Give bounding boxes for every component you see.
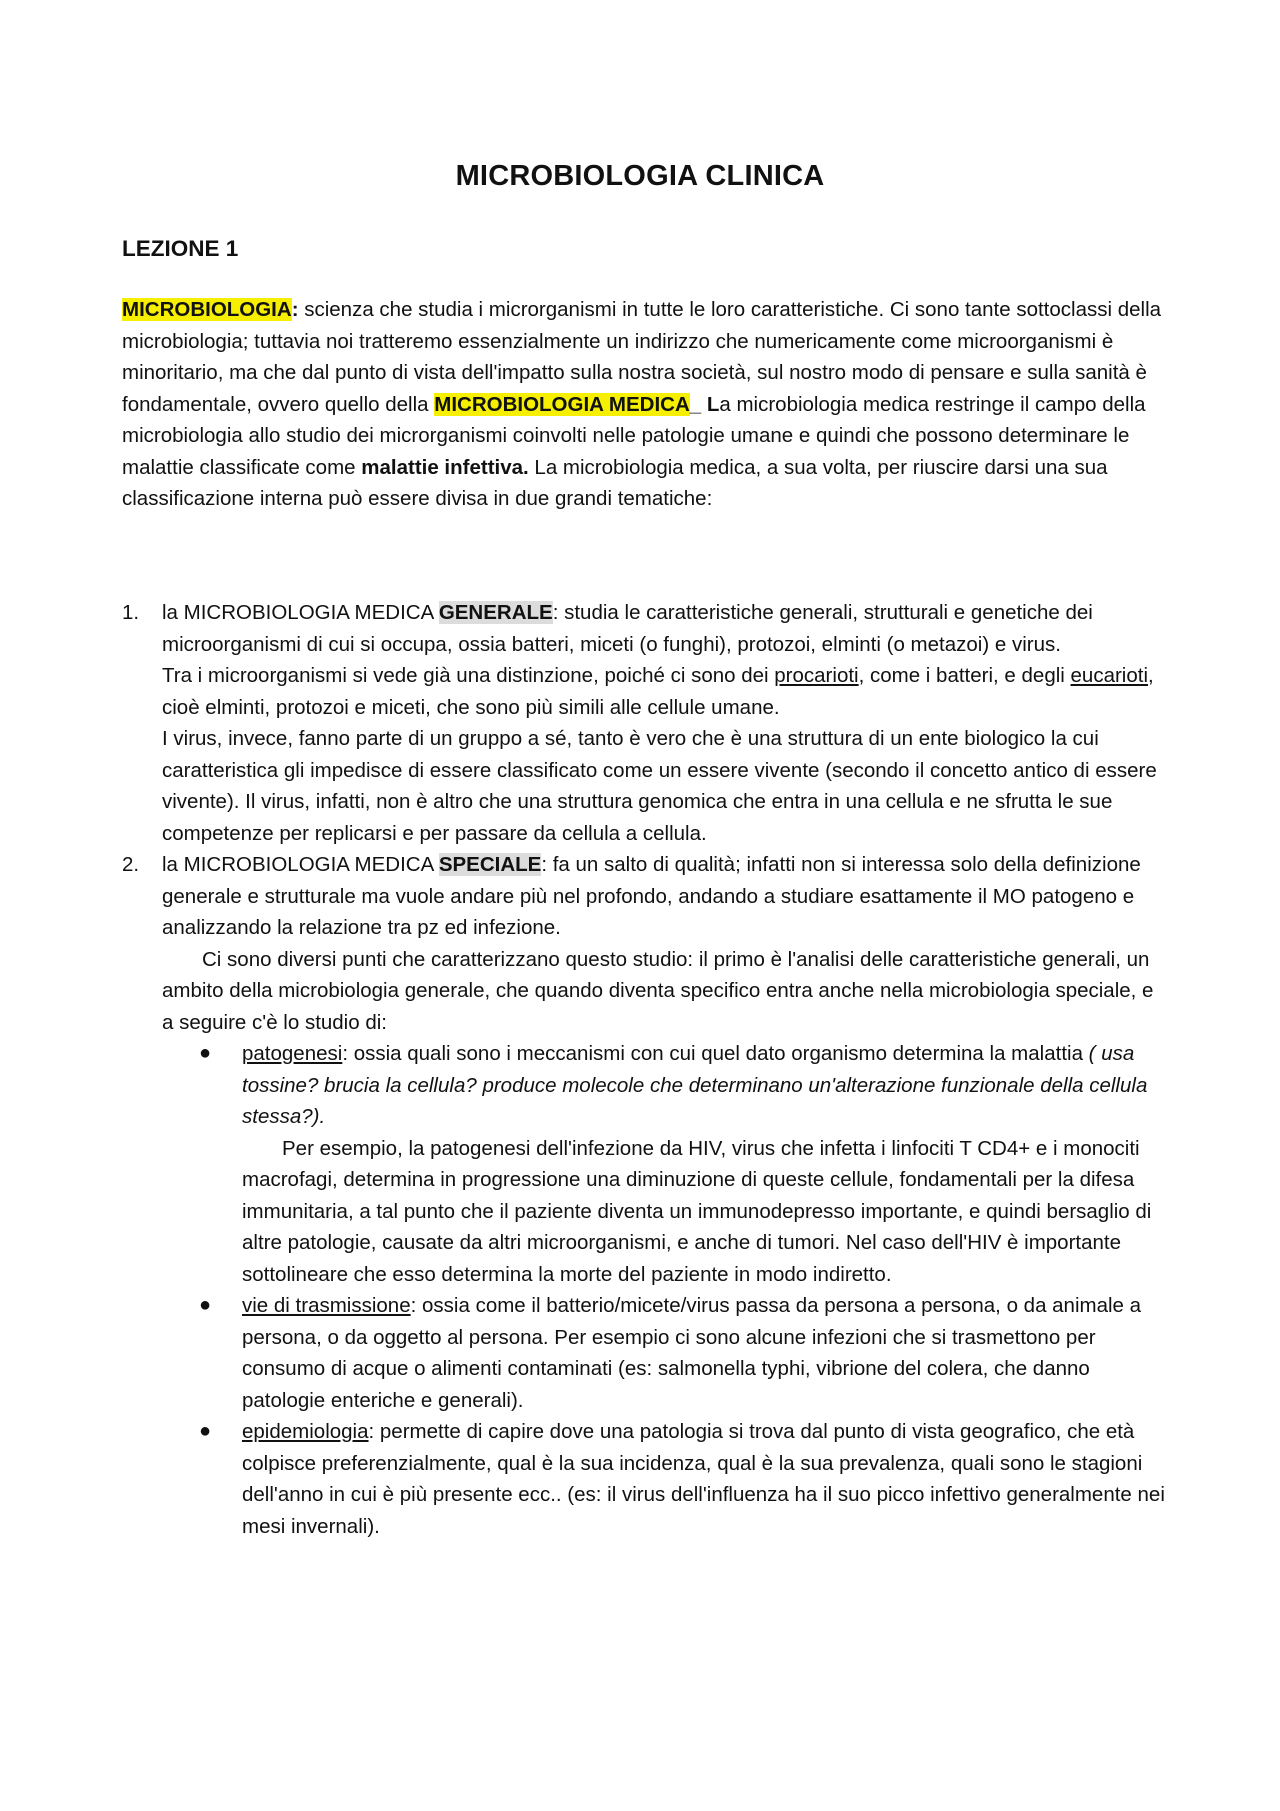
intro-text-3: La microbiologia medica, a sua volta, per riuscire darsi una sua classificazione interna può essere divisa in due grandi tematiche: <box>122 455 1108 510</box>
underlined-epidemiologia: epidemiologia <box>242 1420 369 1443</box>
text-span: : permette di capire dove una patologia si trova dal punto di vista geografico, che età colpisce preferenzialmente, qual è la sua incidenza, qual è la sua prevalenza, quali sono le stagioni dell'anno in cui è più presente ecc.. (es: il virus dell'influenza ha il suo picco infettivo generalmente nei mesi invernali). <box>242 1420 1165 1538</box>
list-item-generale <box>122 597 1167 849</box>
item-prefix: la MICROBIOLOGIA MEDICA <box>162 853 439 876</box>
text-span: Tra i microorganismi si vede già una distinzione, poiché ci sono dei <box>162 664 775 687</box>
bullet-icon: ● <box>199 1420 212 1442</box>
highlight-speciale: SPECIALE <box>438 853 542 876</box>
epidemiologia-text <box>242 1416 1167 1542</box>
generale-paragraph-2 <box>162 660 1167 723</box>
bullet-icon: ● <box>199 1042 212 1064</box>
italic-question: ( usa tossine? brucia la cellula? produce molecole che determinano un'alterazione funzionale della cellula stessa?). <box>242 1042 1148 1128</box>
highlight-term-microbiologia-medica: MICROBIOLOGIA MEDICA <box>434 392 690 416</box>
bullet-icon: ● <box>199 1294 212 1316</box>
text-span: , come i batteri, e degli <box>858 664 1071 687</box>
list-item-speciale <box>122 849 1167 1542</box>
item-text: : fa un salto di qualità; infatti non si interessa solo della definizione generale e strutturale ma vuole andare più nel profondo, andando a studiare esattamente il MO patogeno e analizzando la relazione tra pz ed infezione. <box>162 853 1141 939</box>
trasmissione-text <box>242 1290 1167 1416</box>
term-separator: _ L <box>689 392 720 416</box>
speciale-definition <box>162 849 1167 944</box>
speciale-paragraph-2: Ci sono diversi punti che caratterizzano questo studio: il primo è l'analisi delle caratteristiche generali, un ambito della microbiologia generale, che quando diventa specifico entra anche nella microbiologia speciale, e a seguire c'è lo studio di: <box>162 947 1154 1034</box>
bullet-item-vie-di-trasmissione <box>162 1290 1167 1416</box>
intro-text-2: a microbiologia medica restringe il campo della microbiologia allo studio dei microrganismi coinvolti nelle patologie umane e quindi che possono determinare le malattie classificate come <box>122 392 1146 479</box>
highlight-term-microbiologia: MICROBIOLOGIA <box>122 298 292 321</box>
highlight-generale: GENERALE <box>438 601 553 624</box>
patogenesi-text <box>242 1038 1167 1133</box>
lesson-heading: LEZIONE 1 <box>122 236 239 261</box>
bullet-item-patogenesi <box>162 1038 1167 1290</box>
intro-paragraph <box>122 294 1167 515</box>
underlined-procarioti: procarioti <box>774 664 859 687</box>
intro-text-1: scienza che studia i microrganismi in tutte le loro caratteristiche. Ci sono tante sottoclassi della microbiologia; tuttavia noi tratteremo essenzialmente un indirizzo che numericamente come microorganismi è minoritario, ma che dal punto di vista dell'impatto sulla nostra società, sul nostro modo di pensare e sulla sanità è fondamentale, ovvero quello della <box>122 298 1162 416</box>
list-number: 2. <box>122 853 140 876</box>
text-span: : ossia quali sono i meccanismi con cui quel dato organismo determina la malattia <box>342 1042 1089 1065</box>
term-colon: : <box>291 298 299 321</box>
item-text: : studia le caratteristiche generali, strutturali e genetiche dei microorganismi di cui si occupa, ossia batteri, miceti (o funghi), protozoi, elminti (o metazoi) e virus. <box>162 601 1093 656</box>
numbered-list <box>122 597 1167 1542</box>
bullet-item-epidemiologia <box>162 1416 1167 1542</box>
document-title: MICROBIOLOGIA CLINICA <box>455 160 825 192</box>
generale-paragraph-3: I virus, invece, fanno parte di un gruppo a sé, tanto è vero che è una struttura di un ente biologico la cui caratteristica gli impedisce di essere classificato come un essere vivente (secondo il concetto antico di essere vivente). Il virus, infatti, non è altro che una struttura genomica che entra in una cellula e ne sfrutta le sue competenze per replicarsi e per passare da cellula a cellula. <box>162 727 1157 845</box>
bullet-list <box>162 1038 1167 1542</box>
item-prefix: la MICROBIOLOGIA MEDICA <box>162 601 439 624</box>
patogenesi-example: Per esempio, la patogenesi dell'infezione da HIV, virus che infetta i linfociti T CD4+ e i monociti macrofagi, determina in progressione una diminuzione di queste cellule, fondamentali per la difesa immunitaria, a tal punto che il paziente diventa un immunodepresso importante, e quindi bersaglio di altre patologie, causate da altri microorganismi, e anche di tumori. Nel caso dell'HIV è importante sottolineare che esso determina la morte del paziente in modo indiretto. <box>242 1136 1152 1286</box>
underlined-vie-di-trasmissione: vie di trasmissione <box>242 1294 411 1317</box>
text-span: : ossia come il batterio/micete/virus passa da persona a persona, o da animale a persona, o da oggetto al persona. Per esempio ci sono alcune infezioni che si trasmettono per consumo di acque o alimenti contaminati (es: salmonella typhi, vibrione del colera, che danno patologie enteriche e generali). <box>242 1294 1142 1412</box>
list-number: 1. <box>122 601 140 624</box>
generale-definition <box>162 597 1167 660</box>
bold-malattie-infettiva: malattie infettiva. <box>361 455 529 479</box>
text-span: , cioè elminti, protozoi e miceti, che sono più simili alle cellule umane. <box>162 664 1154 719</box>
underlined-patogenesi: patogenesi <box>242 1042 343 1065</box>
underlined-eucarioti: eucarioti <box>1070 664 1149 687</box>
